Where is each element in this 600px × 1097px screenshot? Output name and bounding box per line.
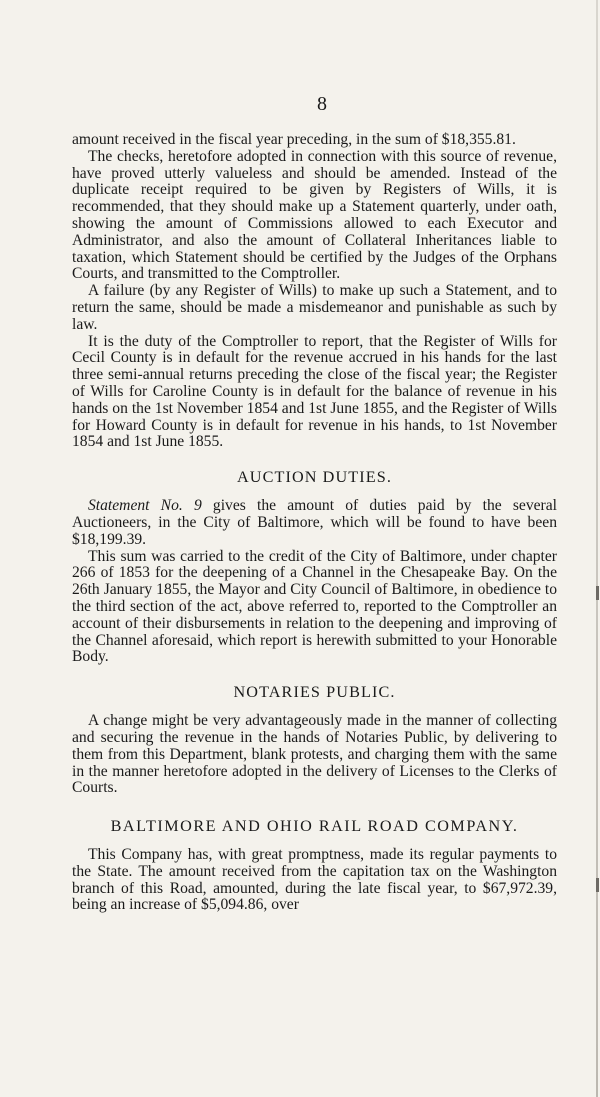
- paragraph: amount received in the fiscal year preceding, in the sum of $18,355.81.: [72, 131, 516, 148]
- section-heading-auction: AUCTION DUTIES.: [237, 468, 392, 487]
- paragraph: It is the duty of the Comptroller to report, that the Register of Wills for Cecil County is in default for the revenue accrued in his hands for the last three semi-annual returns preceding the close of the fiscal year; the Register of Wills for Caroline County is in default for the balance of revenue in his hands on the 1st November 1854 and 1st June 1855, and the Register of Wills for Howard County is in default for revenue in his hands, to 1st November 1854 and 1st June 1855.: [72, 332, 557, 451]
- section-heading-railroad: BALTIMORE AND OHIO RAIL ROAD COMPANY.: [110, 817, 519, 836]
- paragraph: This Company has, with great promptness, made its regular payments to the State. The amount received from the capitation tax on the Washington branch of this Road, amounted, during the late fiscal year, to $67,972.39, being an increase of $5,094.86, over: [72, 846, 557, 914]
- edge-mark: [596, 586, 599, 600]
- edge-mark: [596, 878, 599, 892]
- paragraph: This sum was carried to the credit of the City of Baltimore, under chapter 266 of 1853 for the deepening of a Channel in the Chesapeake Bay. On the 26th January 1855, the Mayor and City Council of Baltimore, in obedience to the third section of the act, above referred to, reported to the Comptroller an account of their disbursements in relation to the deepening and improving of the Channel aforesaid, which report is herewith submitted to your Honorable Body.: [72, 547, 557, 666]
- page-edge: [596, 0, 598, 1097]
- section-heading-notaries: NOTARIES PUBLIC.: [233, 683, 396, 702]
- paragraph: A change might be very advantageously made in the manner of collecting and securing the revenue in the hands of Notaries Public, by delivering to them from this Department, blank protests, and charging them with the same in the manner heretofore adopted in the delivery of Licenses to the Clerks of Courts.: [72, 712, 557, 797]
- paragraph-text: gives the amount of duties paid by the several Auctioneers, in the City of Baltimore, which will be found to have been $18,199.39.: [72, 497, 557, 548]
- paragraph: A failure (by any Register of Wills) to make up such a Statement, and to return the same, should be made a misdemeanor and punishable as such by law.: [72, 282, 557, 333]
- paragraph: [72, 498, 557, 548]
- page-number: 8: [317, 93, 327, 115]
- document-page: [72, 90, 557, 914]
- paragraph: The checks, heretofore adopted in connection with this source of revenue, have proved utterly valueless and should be amended. Instead of the duplicate receipt required to be given by Registers of Wills, it is recommended, that they should make up a Statement quarterly, under oath, showing the amount of Commissions allowed to each Executor and Administrator, and also the amount of Collateral Inheritances liable to taxation, which Statement should be certified by the Judges of the Orphans Courts, and transmitted to the Comptroller.: [72, 147, 557, 283]
- statement-reference: Statement No. 9: [88, 497, 202, 515]
